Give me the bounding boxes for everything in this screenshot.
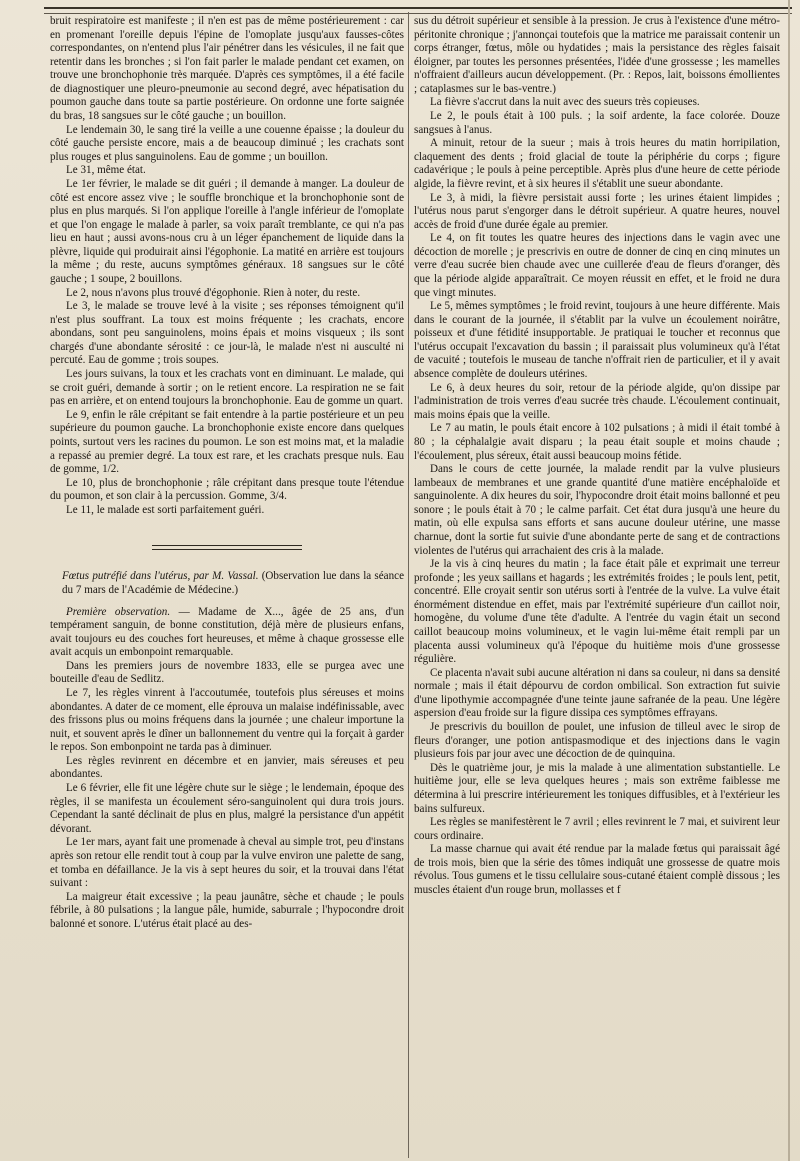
paragraph: Le 11, le malade est sorti parfaitement guéri. bbox=[66, 503, 265, 516]
paragraph: Le 3, le malade se trouve levé à la visite ; ses réponses témoignent qu'il n'est plus souffrant. La toux est moins fréquente ; les crachats, encore abondans, sont peu sanguinolens, moins épais et moins visqueux ; ils sont chargés d'une abondante sérosité : ce jour-là, le malade n'est ni ausculté ni percuté. Eau de gomme ; trois soupes. bbox=[50, 300, 404, 367]
paragraph: Le 9, enfin le râle crépitant se fait entendre à la partie postérieure et un peu supérieure du poumon gauche. La bronchophonie existe encore dans quelques points, surtout vers les racines du poumon. Le son est moins mat, et la maladie a repassé au premier degré. La toux est rare, et les crachats presque nuls. Eau de gomme, 1/2. bbox=[50, 408, 404, 476]
paragraph: La fièvre s'accrut dans la nuit avec des sueurs très copieuses. bbox=[430, 96, 700, 109]
paragraph: Le 2, nous n'avons plus trouvé d'égophonie. Rien à noter, du reste. bbox=[66, 286, 361, 299]
paragraph: Je prescrivis du bouillon de poulet, une infusion de tilleul avec le sirop de fleurs d'oranger, une potion antispasmodique et des injections dans le vagin plusieurs fois par jour avec une décoction de de quinquina. bbox=[414, 721, 780, 761]
paragraph: Le 2, le pouls était à 100 puls. ; la soif ardente, la face colorée. Douze sangsues à l'anus. bbox=[414, 110, 780, 136]
paragraph: La masse charnue qui avait été rendue par la malade fœtus qui paraissait âgé de trois mois, bien que la série des tômes indiquât une grossesse de quatre mois révolus. Tous gumens et le tissu cellulaire sous-cutané étaient complè dissous ; les muscles étaient d'un rouge brun, mollasses et f bbox=[414, 843, 780, 896]
paragraph: sus du détroit supérieur et sensible à la pression. Je crus à l'existence d'une métro-péritonite chronique ; j'annonçai toutefois que la matrice me paraissait contenir un corps étranger, fœtus, môle ou hydatides ; mais la persistance des règles faisait éloigner, par toutes les personnes présentées, l'idée d'une grossesse ; les mamelles n'offraient d'ailleurs aucun développement. (Pr. : Repos, lait, boissons émollientes ; cataplasmes sur le bas-ventre.) bbox=[414, 15, 780, 95]
paragraph: Je la vis à cinq heures du matin ; la face était pâle et exprimait une terreur profonde ; les yeux saillans et hagards ; les extrémités froides ; le pouls lent, petit, concentré. Elle croyait sentir son utérus sorti à l'entrée de la vulve. La vulve était énormément distendue en effet, mais par l'extrémité supérieure d'un caillot noir, homogène, du volume d'une tête d'adulte. A l'entrée du vagin était un second caillot beaucoup moins volumineux, et le vagin lui-même était rempli par un placenta aussi volumineux qu'à l'époque du huitième mois d'une grossesse régulière. bbox=[414, 558, 780, 666]
left-column bbox=[50, 15, 404, 1155]
paragraph: Dans les premiers jours de novembre 1833, elle se purgea avec une bouteille d'eau de Sedlitz. bbox=[50, 659, 404, 686]
section-separator bbox=[152, 545, 302, 550]
page-edge bbox=[788, 0, 790, 1161]
paragraph: Le 6 février, elle fit une légère chute sur le siège ; le lendemain, époque des règles, il se manifesta un écoulement séro-sanguinolent qui dura trois jours. Cependant la santé déclinait de plus en plus, malgré la persistance d'un appétit dévorant. bbox=[50, 782, 404, 835]
paragraph: Le 3, à midi, la fièvre persistait aussi forte ; les urines étaient limpides ; l'utérus nous parut s'engorger dans le détroit supérieur. A quatre heures, nouvel accès de froid d'une durée égale au premier. bbox=[414, 191, 780, 231]
paragraph: Ce placenta n'avait subi aucune altération ni dans sa couleur, ni dans sa densité normale ; mais il était dépourvu de cordon ombilical. Son extraction fut suivie d'une lipothymie accompagnée d'une teinte jaune safranée de la peau. Une légère aspersion d'eau froide sur la figure dissipa ces symptômes effrayans. bbox=[414, 666, 780, 720]
paragraph: A minuit, retour de la sueur ; mais à trois heures du matin horripilation, claquement des dents ; froid glacial de toute la périphérie du corps ; figure cadavérique ; le pouls à peine perceptible. Après plus d'une heure de cette période algide, la fièvre revint, et à six heures il s'établit une sueur abondante. bbox=[414, 137, 780, 190]
paragraph: Le 4, on fit toutes les quatre heures des injections dans le vagin avec une décoction de morelle ; je prescrivis en outre de donner de cinq en cinq minutes un verre d'eau sucrée bien chaude avec une cuillerée d'eau de fleurs d'oranger, dès que la période algide apparaîtrait. Ce moyen réussit en effet, et le froid ne dura que vingt minutes. bbox=[414, 232, 780, 299]
paragraph: Le 1er mars, ayant fait une promenade à cheval au simple trot, peu d'instans après son retour elle rendit tout à coup par la vulve environ une palette de sang, et tomba en défaillance. Je la vis à sept heures du soir, et la trouvai dans l'état suivant : bbox=[50, 836, 404, 890]
article-title bbox=[50, 570, 404, 597]
paragraph: Le 1er février, le malade se dit guéri ; il demande à manger. La douleur de côté est encore assez vive ; le souffle bronchique et la bronchophonie sont de plus en plus marqués. Si l'on applique l'oreille à l'angle inférieur de l'omoplate et que l'on engage le malade à parler, sa voix paraît tremblante, ce qui n'a pas lieu en haut ; aussi avons-nous cru à un léger épanchement de liquide dans la plèvre, liquide qui produirait ainsi l'égophonie. La matité en arrière est toujours la même ; du reste, aucuns symptômes généraux. 18 sangsues sur le côté gauche ; 1 soupe, 2 bouillons. bbox=[50, 177, 404, 285]
paragraph: Le lendemain 30, le sang tiré la veille a une couenne épaisse ; la douleur du côté gauche persiste encore, mais a de beaucoup diminué ; les crachats sont plus rouges et plus sanguinolens. Eau de gomme ; un bouillon. bbox=[50, 123, 404, 163]
paragraph: Les jours suivans, la toux et les crachats vont en diminuant. Le malade, qui se croit guéri, demande à sortir ; on le retient encore. La respiration ne se fait pas en arrière, et on entend toujours la bronchophonie. Eau de gomme un quart. bbox=[50, 368, 404, 408]
paragraph: La maigreur était excessive ; la peau jaunâtre, sèche et chaude ; le pouls fébrile, à 80 pulsations ; la langue pâle, humide, saburrale ; l'hypocondre droit balonné et sonore. L'utérus était placé au des- bbox=[50, 890, 404, 930]
paragraph: Le 5, mêmes symptômes ; le froid revint, toujours à une heure différente. Mais dans le courant de la journée, il s'établit par la vulve un écoulement noirâtre, poisseux et d'une fétidité insupportable. Je pratiquai le toucher et reconnus que l'utérus occupait l'excavation du bassin ; il paraissait plus volumineux qu'à l'état de vacuité ; toutefois le museau de tanche n'offrait rien de particulier, et il y avait absence complète de douleurs utérines. bbox=[414, 300, 780, 381]
top-rule bbox=[44, 7, 792, 14]
paragraph: Le 10, plus de bronchophonie ; râle crépitant dans presque toute l'étendue du poumon, et son clair à la percussion. Gomme, 3/4. bbox=[50, 476, 404, 503]
paragraph: Le 6, à deux heures du soir, retour de la période algide, qu'on dissipe par l'administration de trois verres d'eau sucrée très chaude. L'écoulement continuait, mais moins épais que la veille. bbox=[414, 381, 780, 421]
paragraph: Le 31, même état. bbox=[66, 164, 146, 177]
paragraph: Le 7 au matin, le pouls était encore à 102 pulsations ; à midi il était tombé à 80 ; la céphalalgie avait disparu ; la peau était souple et moins chaude ; l'écoulement, plus séreux, était aussi beaucoup moins fétide. bbox=[414, 422, 780, 462]
observation-label: Première observation. bbox=[66, 605, 171, 618]
paragraph: Les règles se manifestèrent le 7 avril ; elles revinrent le 7 mai, et suivirent leur cours ordinaire. bbox=[414, 816, 780, 842]
paragraph: Le 7, les règles vinrent à l'accoutumée, toutefois plus séreuses et moins abondantes. A dater de ce moment, elle éprouva un malaise indéfinissable, avec des frissons plus ou moins fréquens dans la journée ; une chaleur importune la nuit, et souvent après le dîner un ballonnement du ventre qui la forçait à garder le repos. Son embonpoint ne tarda pas à diminuer. bbox=[50, 687, 404, 754]
article-title-italic: Fœtus putréfié dans l'utérus, par M. Vassal. bbox=[62, 570, 259, 583]
column-divider bbox=[408, 12, 409, 1158]
spacer bbox=[50, 598, 404, 606]
observation-paragraph bbox=[50, 606, 404, 660]
right-column bbox=[414, 15, 780, 1155]
paragraph: bruit respiratoire est manifeste ; il n'en est pas de même postérieurement : car en promenant l'oreille depuis l'épine de l'omoplate jusqu'aux fausses-côtes correspondantes, on n'entend plus l'air pénétrer dans les vésicules, il ne fait que retentir dans les bronches ; si l'on fait parler le malade pendant cet examen, on trouve une bronchophonie très marquée. D'après ces symptômes, il a été facile de diagnostiquer une pleuro-pneumonie au second degré, avec hépatisation du poumon gauche dans toute sa partie postérieure. On ordonne une forte saignée du bras, 18 sangsues sur le côté gauche ; un bouillon. bbox=[50, 15, 404, 123]
article-title-rest: (Observation lue dans la séance du 7 mars de l'Académie de Médecine.) bbox=[62, 570, 404, 596]
observation-text: — Madame de X..., âgée de 25 ans, d'un tempérament sanguin, de bonne constitution, déjà mère de plusieurs enfans, avait toujours eu des couches fort heureuses, et même à chaque grossesse elle avait acquis un embonpoint remarquable. bbox=[50, 605, 404, 659]
paragraph: Dans le cours de cette journée, la malade rendit par la vulve plusieurs lambeaux de membranes et une grande quantité d'une matière encéphaloïde et sanguinolente. A dix heures du soir, l'hypocondre droit était moins ballonné et peu sonore ; le pouls était à 70 ; le calme parfait. Cet état dura jusqu'à une heure du matin, où elle expulsa sans efforts et sans aucune douleur utérine, une masse charnue, dont la sortie fut suivie d'une abondante perte de sang et de contractions violentes de l'utérus qui arrachaient des cris à la malade. bbox=[414, 463, 780, 557]
paragraph: Dès le quatrième jour, je mis la malade à une alimentation substantielle. Le huitième jour, elle se leva quelques heures ; mais son extrême faiblesse me détermina à lui prescrire intérieurement les toniques diffusibles, et à l'extérieur les bains sulfureux. bbox=[414, 761, 780, 815]
paragraph: Les règles revinrent en décembre et en janvier, mais séreuses et peu abondantes. bbox=[50, 754, 404, 781]
